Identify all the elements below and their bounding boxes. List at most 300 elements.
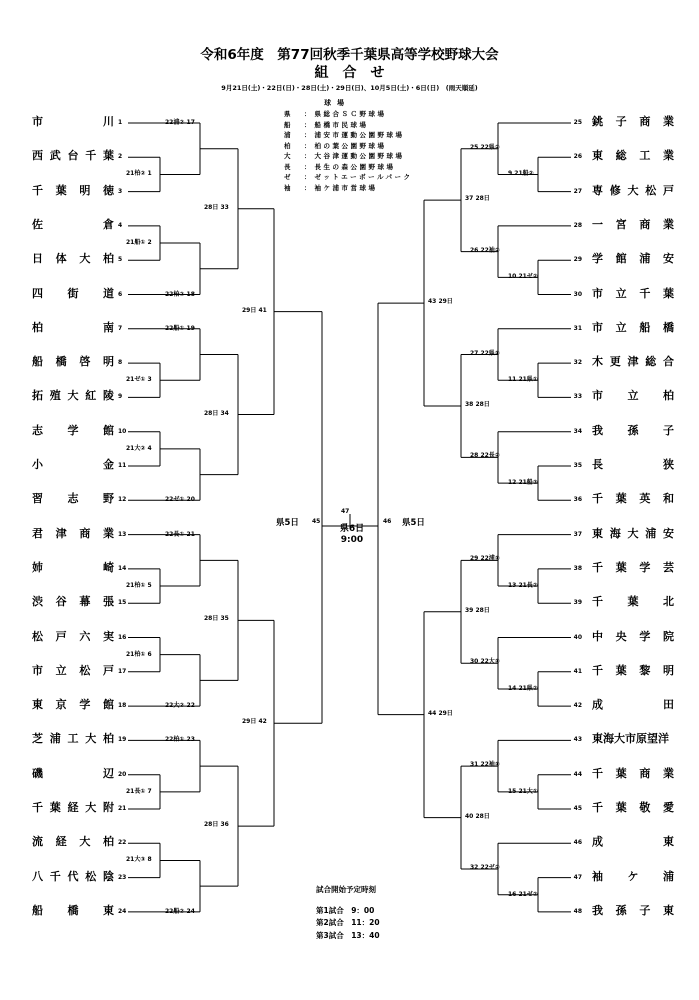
team-name-char: 千 — [592, 766, 603, 780]
team-seed: 3 — [118, 187, 123, 195]
team-name — [32, 630, 114, 644]
team-seed: 32 — [573, 359, 582, 367]
venue-row — [284, 152, 405, 160]
team-name-char: 橋 — [55, 355, 67, 369]
team-name-char: 北 — [663, 595, 674, 609]
team-name-char: 柏 — [102, 252, 114, 266]
team-name-char: 館 — [103, 423, 114, 437]
team-name-char: 千 — [32, 183, 43, 197]
team-13 — [32, 527, 114, 541]
team-seed: 10 — [118, 427, 127, 435]
round2-match-label: 22浦② 17 — [165, 119, 195, 126]
schedule-game-2: 第2試合 11：20 — [316, 918, 380, 927]
round2-match-label: 22ゼ① 20 — [165, 496, 195, 504]
team-name — [592, 801, 674, 815]
team-32 — [592, 355, 674, 369]
team-name-char: 志 — [32, 423, 43, 437]
round2-match-label: 26 22袖② — [470, 246, 500, 254]
round2-match-label: 29 22浦① — [470, 555, 500, 563]
team-seed: 48 — [573, 907, 582, 915]
round1-match-label: 16 21ゼ② — [508, 890, 538, 898]
team-name-char: 拓 — [32, 389, 43, 403]
team-23 — [32, 870, 114, 884]
team-name-char: 学 — [639, 629, 651, 643]
team-seed: 39 — [573, 599, 582, 607]
team-name-char: 成 — [592, 698, 603, 712]
team-name-char: 市 — [592, 389, 603, 403]
venue-separator: ： — [304, 173, 311, 181]
start-time-schedule — [316, 884, 380, 942]
team-name-char: 工 — [67, 732, 79, 746]
team-19 — [32, 732, 114, 746]
team-8 — [32, 355, 114, 369]
team-name-char: 子 — [663, 423, 674, 437]
round1-match-label: 21ゼ① 3 — [126, 376, 152, 384]
team-name-char: 啓 — [79, 355, 91, 369]
schedule-game-3: 第3試合 13：40 — [316, 930, 380, 940]
team-name-char: 合 — [663, 355, 674, 369]
team-name-char: 央 — [615, 629, 627, 643]
team-name-char: 海 — [609, 526, 621, 540]
team-name — [32, 527, 114, 541]
team-seed: 16 — [118, 633, 127, 641]
team-seed: 40 — [573, 633, 582, 641]
venue-code: 浦 — [284, 131, 291, 139]
team-name — [32, 115, 114, 129]
team-name-char: 渋 — [32, 595, 43, 609]
round1-match-label: 9 21船② — [508, 170, 534, 178]
round1-match-label: 21柏① 6 — [126, 650, 152, 658]
team-name-char: 経 — [55, 835, 67, 849]
team-name — [592, 561, 674, 575]
team-name-char: 志 — [67, 492, 79, 506]
team-name-char: 代 — [67, 869, 79, 883]
team-name-char: 総 — [645, 355, 657, 369]
team-name-char: 葉 — [615, 801, 627, 814]
round2-match-label: 25 22県② — [470, 143, 500, 151]
team-name-char: 工 — [639, 149, 651, 163]
team-name-char: 我 — [592, 903, 603, 917]
team-17 — [32, 664, 114, 678]
team-name-char: 浦 — [663, 869, 674, 883]
team-name-char: 芸 — [662, 560, 674, 574]
team-name-char: 大 — [85, 801, 97, 814]
team-name-char: 崎 — [103, 560, 114, 574]
team-seed: 26 — [573, 153, 582, 161]
team-seed: 38 — [573, 564, 582, 572]
venue-code: 県 — [284, 110, 291, 118]
venue-separator: ： — [304, 110, 311, 118]
venue-name: 大谷津運動公園野球場 — [314, 152, 405, 160]
team-name-char: 西 — [32, 149, 43, 163]
page-title: 令和6年度 第77回秋季千葉県高等学校野球大会 — [200, 47, 499, 63]
team-name-char: 実 — [102, 629, 114, 643]
team-name — [32, 355, 114, 369]
team-name-char: 業 — [662, 217, 674, 231]
team-name-char: 商 — [639, 766, 651, 780]
team-name — [592, 458, 674, 472]
tournament-dates: 9月21日(土)・22日(日)・28日(土)・29日(日)、10月5日(土)・6日(日) (雨天順延) — [221, 84, 478, 92]
team-name — [32, 184, 114, 198]
team-name-char: 子 — [639, 903, 651, 917]
team-seed: 18 — [118, 702, 127, 710]
round2-match-label: 28 22長② — [470, 452, 500, 460]
round2-match-label: 22長① 21 — [165, 530, 195, 538]
schedule-title: 試合開始予定時刻 — [316, 885, 376, 894]
team-46 — [592, 835, 674, 849]
team-name-char: 六 — [79, 629, 91, 643]
round1-match-label: 15 21大① — [508, 787, 538, 795]
team-name — [592, 389, 674, 403]
team-name-char: 立 — [615, 320, 627, 334]
page-subtitle: 組合せ — [314, 65, 399, 81]
team-name-char: 大 — [627, 526, 639, 540]
team-name-char: 大 — [85, 732, 97, 746]
team-name-char: ケ — [627, 869, 639, 883]
team-seed: 1 — [118, 119, 123, 126]
team-name — [32, 835, 114, 849]
team-name-char: 千 — [592, 492, 603, 506]
team-name-char: 業 — [662, 115, 674, 128]
team-16 — [32, 630, 114, 644]
team-name-char: 子 — [615, 115, 627, 128]
team-name-char: 津 — [627, 355, 639, 369]
team-name — [592, 698, 674, 712]
team-name — [32, 424, 114, 438]
team-name-char: 東 — [103, 903, 114, 917]
team-name-char: 明 — [662, 663, 674, 677]
team-name-char: 松 — [79, 663, 91, 677]
schedule-game-1: 第1試合 9：00 — [316, 905, 375, 915]
team-name-char: 船 — [32, 903, 43, 917]
team-seed: 25 — [573, 119, 582, 126]
team-name-char: 明 — [102, 355, 114, 369]
team-name-char: 千 — [592, 663, 603, 677]
venue-code: 長 — [284, 162, 291, 171]
team-name-char: 武 — [49, 149, 61, 163]
venue-code: 柏 — [284, 141, 291, 150]
team-37 — [592, 527, 674, 541]
team-name-char: 院 — [662, 629, 674, 643]
team-name-char: 愛 — [662, 801, 674, 814]
team-41 — [592, 664, 674, 678]
team-name-char: 専 — [592, 183, 603, 197]
team-name-char: 長 — [592, 458, 603, 471]
final-info — [332, 524, 372, 546]
team-name-char: 業 — [662, 149, 674, 163]
team-name-char: 商 — [79, 526, 91, 540]
team-7 — [32, 321, 114, 335]
team-name — [592, 321, 674, 335]
team-name-char: 東 — [592, 149, 603, 163]
team-name-char: 千 — [49, 869, 61, 883]
team-name-char: 船 — [32, 355, 43, 369]
team-name-char: 木 — [592, 355, 603, 369]
team-name-char: 橋 — [67, 903, 79, 917]
team-seed: 15 — [118, 599, 127, 607]
venue-separator: ： — [304, 141, 311, 150]
round1-match-label: 12 21船③ — [508, 479, 538, 487]
team-seed: 21 — [118, 805, 127, 812]
team-name-char: 市 — [32, 115, 43, 128]
team-name — [32, 801, 114, 815]
round2-match-label: 32 22ゼ② — [470, 864, 500, 872]
team-seed: 24 — [118, 907, 127, 915]
team-seed: 41 — [573, 667, 582, 675]
team-name — [32, 767, 114, 781]
team-21 — [32, 801, 114, 815]
team-seed: 12 — [118, 496, 127, 504]
semifinal-right-day: 県5日 — [402, 518, 425, 528]
team-10 — [32, 424, 114, 438]
team-name-char: 流 — [32, 835, 43, 849]
team-name-char: 千 — [592, 801, 603, 814]
team-name — [592, 115, 674, 129]
team-name — [32, 595, 114, 609]
team-name-char: 柏 — [102, 835, 114, 849]
team-name-char: 孫 — [615, 903, 627, 917]
team-39 — [592, 595, 674, 609]
round2-match-label: 27 22県① — [470, 349, 500, 357]
team-seed: 35 — [573, 462, 582, 469]
team-name-char: 孫 — [627, 423, 639, 437]
team-name-char: 橋 — [662, 320, 674, 334]
team-name-char: 君 — [32, 526, 43, 540]
round3-match-label: 28日 35 — [204, 615, 229, 623]
team-name-char: 千 — [639, 286, 651, 300]
team-name-char: 銚 — [592, 115, 603, 128]
round1-match-label: 21柏② 1 — [126, 170, 152, 178]
team-seed: 43 — [573, 736, 582, 744]
team-name — [592, 184, 674, 198]
team-name-char: 業 — [102, 526, 114, 540]
round3-match-label: 38 28日 — [465, 400, 490, 408]
team-seed: 20 — [118, 770, 127, 778]
team-name-char: 柏 — [103, 732, 114, 746]
team-name-char: 小 — [32, 458, 43, 471]
team-name-char: 磯 — [32, 766, 43, 780]
team-name-char: 千 — [592, 560, 603, 574]
round1-match-label: 10 21ゼ② — [508, 273, 538, 281]
round3-match-label: 28日 33 — [204, 203, 229, 211]
team-31 — [592, 321, 674, 335]
team-name — [32, 389, 114, 403]
venue-name: ゼットエーボールパーク — [314, 173, 413, 181]
team-name-char: 修 — [609, 183, 621, 197]
team-36 — [592, 492, 674, 506]
venue-row — [284, 131, 405, 139]
team-name — [592, 664, 674, 678]
team-name-char: 狭 — [663, 458, 674, 471]
round2-match-label: 22船② 24 — [165, 907, 195, 915]
team-name-char: 市 — [32, 663, 43, 677]
team-name — [592, 767, 674, 781]
team-name-char: 東 — [32, 698, 43, 712]
team-name-char: 学 — [67, 423, 79, 437]
team-15 — [32, 595, 114, 609]
team-name-char: 立 — [615, 286, 627, 300]
team-name-char: 商 — [639, 217, 651, 231]
team-30 — [592, 287, 674, 301]
venue-legend-title: 球場 — [324, 99, 350, 107]
team-seed: 34 — [573, 427, 582, 435]
team-24 — [32, 904, 114, 918]
team-name-char: 田 — [663, 698, 674, 712]
team-9 — [32, 389, 114, 403]
round1-match-label: 21大③ 8 — [126, 856, 152, 864]
team-name-char: 立 — [627, 389, 639, 403]
team-47 — [592, 870, 674, 884]
team-name-char: 浦 — [645, 526, 657, 540]
round2-match-label: 22柏② 18 — [165, 290, 195, 298]
team-26 — [592, 149, 674, 163]
team-name — [32, 698, 114, 712]
team-name-char: 袖 — [592, 869, 603, 883]
team-name — [32, 492, 114, 506]
team-35 — [592, 458, 674, 472]
team-name-char: 安 — [663, 526, 674, 540]
team-seed: 23 — [118, 873, 127, 881]
team-name-char: 東 — [592, 526, 603, 540]
team-name-char: 南 — [103, 320, 114, 334]
round1-match-label: 21長① 7 — [126, 787, 152, 795]
team-name — [592, 287, 674, 301]
team-12 — [32, 492, 114, 506]
team-seed: 33 — [573, 393, 582, 401]
venue-code: 大 — [284, 152, 291, 160]
team-name-char: 船 — [639, 320, 651, 334]
team-name-char: 館 — [102, 698, 114, 712]
venue-name: 柏の葉公園野球場 — [314, 141, 387, 150]
team-5 — [32, 252, 114, 266]
team-name-char: 経 — [67, 801, 79, 814]
final-time: 9:00 — [340, 535, 364, 545]
round3-match-label: 28日 34 — [204, 409, 229, 417]
team-33 — [592, 389, 674, 403]
team-seed: 11 — [118, 462, 127, 469]
team-name-char: 大 — [79, 835, 91, 849]
team-name-char: 葉 — [615, 492, 627, 506]
team-45 — [592, 801, 674, 815]
team-seed: 13 — [118, 530, 127, 538]
team-seed: 36 — [573, 496, 582, 504]
team-name — [592, 424, 674, 438]
team-name-char: 浦 — [49, 732, 61, 746]
team-name — [592, 595, 674, 609]
final-number: 47 — [341, 508, 350, 515]
team-name — [32, 732, 114, 746]
round1-match-label: 11 21県① — [508, 376, 538, 384]
team-seed: 28 — [573, 221, 582, 229]
team-name — [32, 458, 114, 472]
team-name — [32, 218, 114, 232]
venue-code: 袖 — [284, 183, 291, 192]
team-name — [32, 252, 114, 266]
team-name — [592, 355, 674, 369]
team-name-char: 市 — [592, 320, 603, 334]
team-seed: 42 — [573, 702, 582, 710]
team-name-char: 和 — [662, 492, 674, 506]
team-name-char: 宮 — [615, 217, 627, 231]
team-3 — [32, 184, 114, 198]
team-seed: 47 — [573, 873, 582, 881]
team-27 — [592, 184, 674, 198]
team-seed: 19 — [118, 736, 127, 744]
round1-match-label: 21船① 2 — [126, 239, 152, 247]
semifinal-right-number: 46 — [383, 518, 392, 525]
venue-name: 県総合ＳＣ野球場 — [314, 110, 387, 118]
team-18 — [32, 698, 114, 712]
team-1 — [32, 115, 114, 129]
team-name-char: 日 — [32, 252, 43, 266]
team-name-char: 市 — [592, 286, 603, 300]
team-name-char: 一 — [592, 217, 603, 231]
team-name-char: 習 — [32, 492, 43, 506]
team-name-char: 立 — [55, 663, 67, 677]
team-6 — [32, 287, 114, 301]
team-4 — [32, 218, 114, 232]
team-name-char: 東 — [663, 835, 674, 849]
team-name-char: 松 — [85, 869, 97, 883]
team-seed: 14 — [118, 564, 127, 572]
quarterfinal-match-label: 29日 42 — [242, 718, 267, 726]
team-name — [592, 492, 674, 506]
team-name-char: 葉 — [627, 595, 639, 609]
team-34 — [592, 424, 674, 438]
team-name-char: 学 — [639, 560, 651, 574]
team-name-char: 業 — [662, 766, 674, 780]
team-name-char: 姉 — [32, 560, 43, 574]
team-name-char: 殖 — [49, 389, 61, 403]
team-name — [32, 287, 114, 301]
team-name-char: 学 — [79, 698, 91, 712]
team-name-char: 柏 — [663, 389, 674, 403]
team-name-char: 葉 — [103, 149, 114, 163]
team-seed: 27 — [573, 187, 582, 195]
team-name-char: 徳 — [102, 183, 114, 197]
round2-match-label: 30 22大① — [470, 658, 500, 666]
team-seed: 44 — [573, 770, 582, 778]
final-venue-day: 県6日 — [339, 524, 365, 534]
team-name-char: 戸 — [663, 183, 674, 197]
team-name-char: 体 — [55, 252, 67, 266]
team-name-char: 英 — [639, 492, 651, 506]
team-name-char: 成 — [592, 835, 603, 849]
team-name — [592, 870, 674, 884]
team-seed: 2 — [118, 153, 123, 161]
team-22 — [32, 835, 114, 849]
team-name-char: 野 — [103, 492, 114, 506]
venue-row — [284, 121, 369, 129]
team-42 — [592, 698, 674, 712]
team-name — [592, 218, 674, 232]
team-name — [592, 527, 674, 541]
team-name-char: 台 — [67, 149, 79, 163]
venue-name: 長生の森公園野球場 — [314, 162, 396, 171]
quarterfinal-match-label: 44 29日 — [428, 709, 453, 717]
venue-name: 浦安市運動公園野球場 — [314, 131, 405, 139]
team-name-char: 葉 — [49, 801, 61, 814]
team-name-char: 学 — [592, 252, 603, 266]
team-2 — [32, 149, 114, 163]
round2-match-label: 22柏① 23 — [165, 736, 195, 744]
team-38 — [592, 561, 674, 575]
team-25 — [592, 115, 674, 129]
team-name-char: 商 — [639, 115, 651, 128]
team-48 — [592, 904, 674, 918]
team-seed: 8 — [118, 359, 123, 367]
team-name-char: 京 — [55, 698, 67, 712]
